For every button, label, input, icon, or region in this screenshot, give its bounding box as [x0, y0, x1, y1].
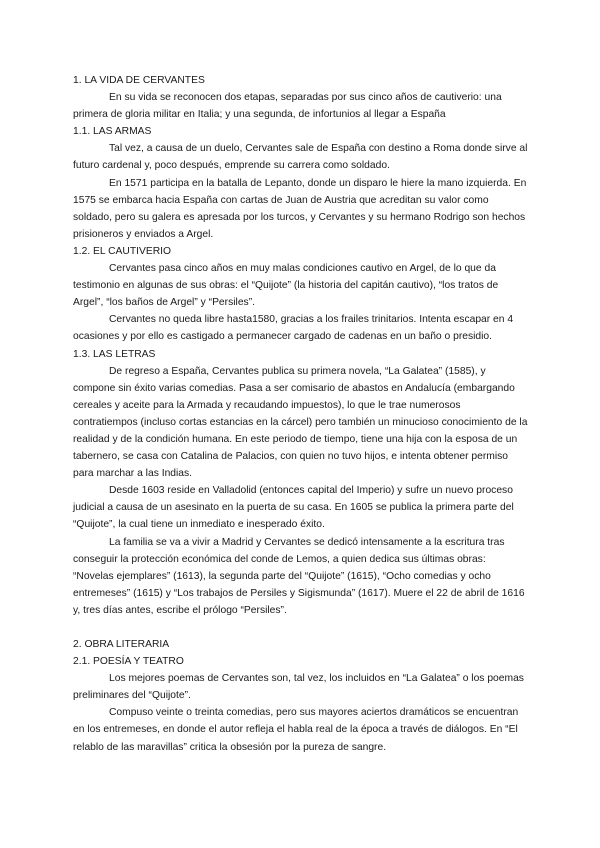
- heading-armas: 1.1. LAS ARMAS: [73, 126, 152, 138]
- heading-obra: 2. OBRA LITERARIA: [73, 639, 170, 650]
- document-body: [73, 72, 528, 756]
- paragraph-etapas: En su vida se reconocen dos etapas, separadas por sus cinco años de cautiverio: una primera de gloria militar en Italia; y una segunda, de infortunios al llegar a España: [73, 92, 502, 121]
- heading-poesia-teatro: 2.1. POESÍA Y TEATRO: [73, 656, 184, 668]
- paragraph-poemas: Los mejores poemas de Cervantes son, tal vez, los incluidos en “La Galatea” o los poemas preliminares del “Quijote”.: [73, 673, 524, 702]
- paragraph-comedias: Compuso veinte o treinta comedias, pero sus mayores aciertos dramáticos se encuentran en los entremeses, en donde el autor refleja el habla real de la época a través de diálogos. En “El relablo de las maravillas” critica la obsesión por la pureza de sangre.: [73, 707, 519, 753]
- paragraph-madrid: La familia se va a vivir a Madrid y Cervantes se dedicó intensamente a la escritura tras conseguir la protección económica del conde de Lemos, a quien dedica sus últimas obras: “Novelas ejemplares” (1613), la segunda parte del “Quijote” (1615), “Ocho comedias y ocho entremeses” (1615) y “Los trabajos de Persiles y Sigismunda” (1617). Muere el 22 de abril de 1616 y, tres días antes, escribe el prólogo “Persiles”.: [73, 536, 525, 616]
- paragraph-duelo: Tal vez, a causa de un duelo, Cervantes sale de España con destino a Roma donde sirve al futuro cardenal y, poco después, emprende su carrera como soldado.: [73, 143, 528, 172]
- heading-cautiverio: 1.2. EL CAUTIVERIO: [73, 245, 172, 257]
- heading-vida: 1. LA VIDA DE CERVANTES: [73, 75, 205, 86]
- paragraph-lepanto: En 1571 participa en la batalla de Lepanto, donde un disparo le hiere la mano izquierda. En 1575 se embarca hacia España con cartas de Juan de Austria que acreditan su valor como soldado, pero su galera es apresada por los turcos, y Cervantes y su hermano Rodrigo son hechos prisioneros y enviados a Argel.: [73, 177, 527, 240]
- paragraph-libertad: Cervantes no queda libre hasta1580, gracias a los frailes trinitarios. Intenta escapar en 4 ocasiones y por ello es castigado a permanecer cargado de cadenas en un baño o presidio.: [73, 314, 514, 343]
- paragraph-valladolid: Desde 1603 reside en Valladolid (entonces capital del Imperio) y sufre un nuevo proceso judicial a causa de un asesinato en la puerta de su casa. En 1605 se publica la primera parte del “Quijote”, la cual tiene un inmediato e inesperado éxito.: [73, 485, 514, 531]
- heading-letras: 1.3. LAS LETRAS: [73, 348, 156, 360]
- paragraph-galatea: De regreso a España, Cervantes publica su primera novela, “La Galatea” (1585), y compone sin éxito varias comedias. Pasa a ser comisario de abastos en Andalucía (embargando cereales y aceite para la Armada y recaudando impuestos), lo que le trae numerosos contratiempos (incluso cortas estancias en la cárcel) pero también un minucioso conocimiento de la realidad y de la condición humana. En este periodo de tiempo, tiene una hija con la esposa de un tabernero, se casa con Catalina de Palacios, con quien no tuvo hijos, e intenta obtener permiso para marchar a las Indias.: [73, 365, 528, 480]
- section-gap: [73, 619, 528, 636]
- paragraph-argel: Cervantes pasa cinco años en muy malas condiciones cautivo en Argel, de lo que da testimonio en algunas de sus obras: el “Quijote” (la historia del capitán cautivo), “los tratos de Argel”, “los baños de Argel” y “Persiles”.: [73, 263, 499, 309]
